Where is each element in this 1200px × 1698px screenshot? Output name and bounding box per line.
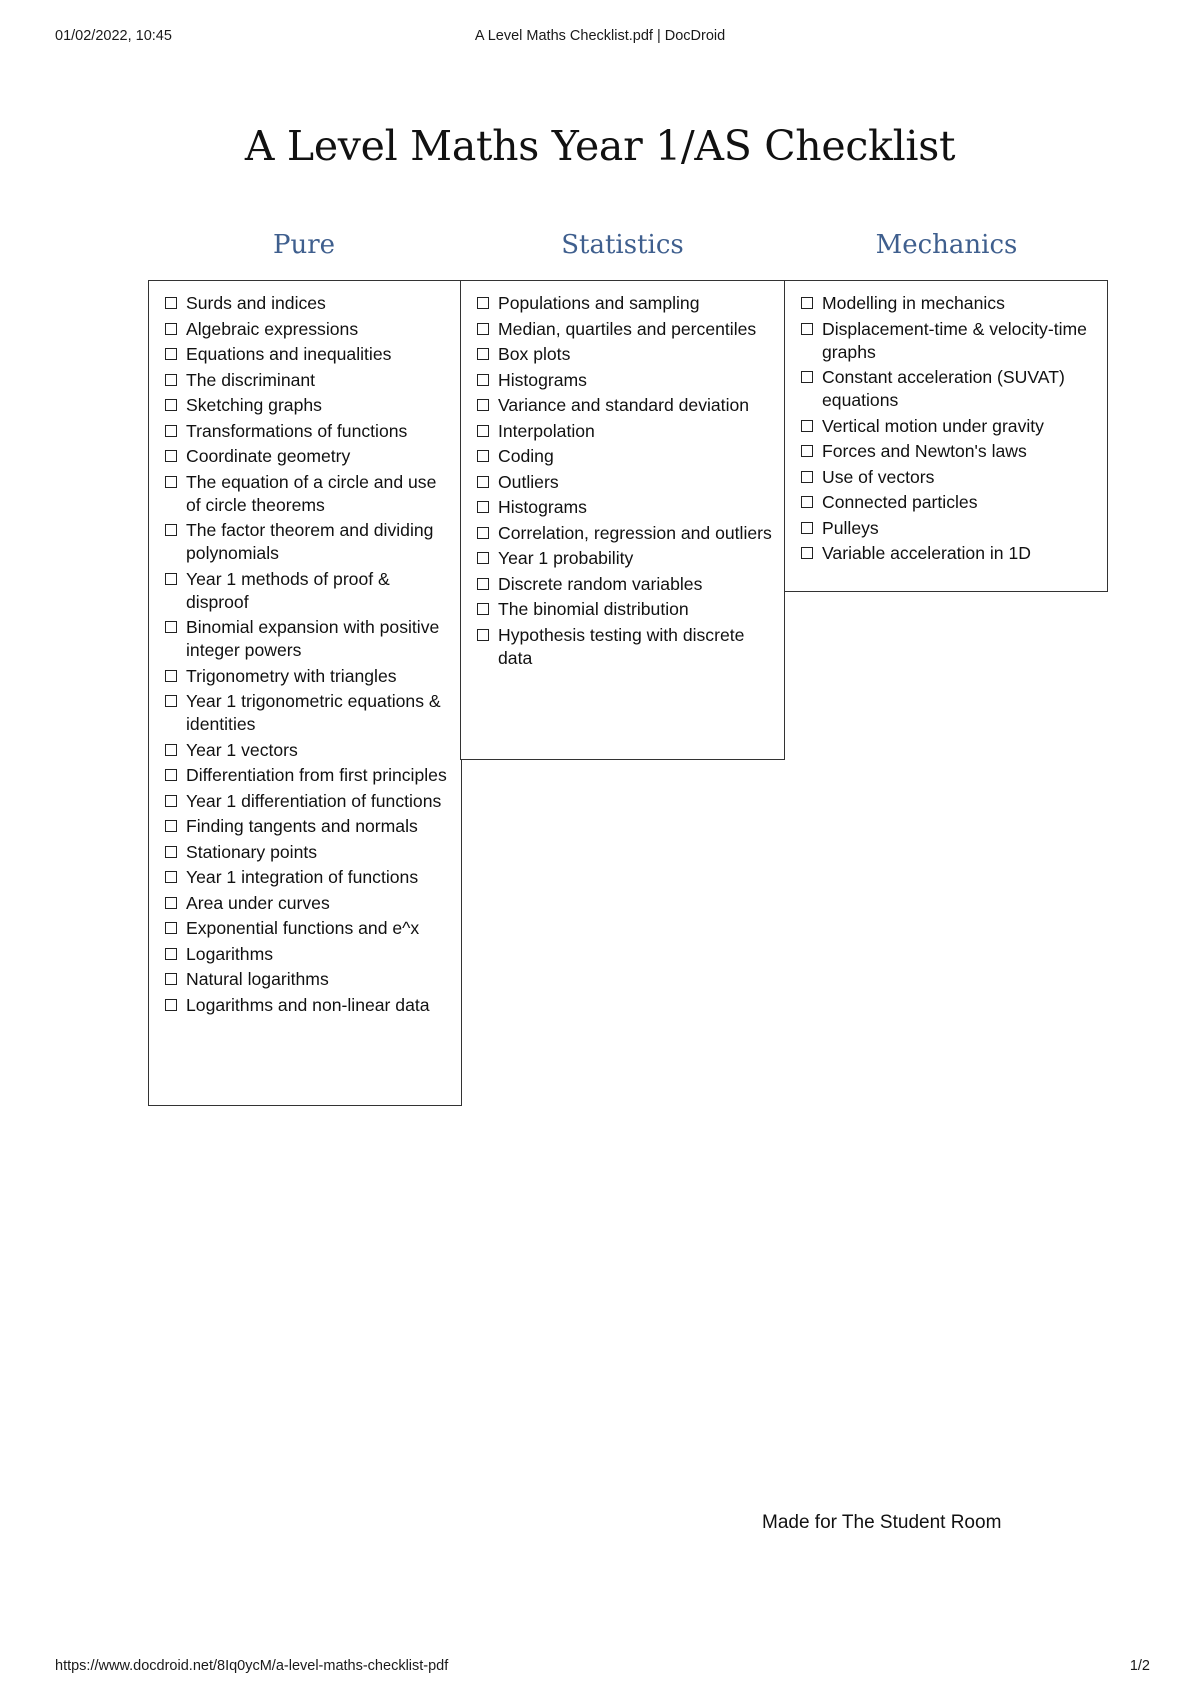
checkbox-icon[interactable] (801, 522, 813, 534)
print-url: https://www.docdroid.net/8Iq0ycM/a-level-maths-checklist-pdf (55, 1658, 449, 1674)
checkbox-icon[interactable] (477, 552, 489, 564)
checklist-item (801, 466, 1099, 489)
checklist-item (477, 318, 776, 341)
checklist-item-label: Interpolation (498, 420, 595, 441)
checkbox-icon[interactable] (477, 348, 489, 360)
statistics-heading: Statistics (561, 230, 684, 260)
checklist-item (165, 892, 453, 915)
checklist-item (801, 415, 1099, 438)
checklist-item-label: Discrete random variables (498, 573, 703, 594)
checklist-item (165, 369, 453, 392)
checklist-item-label: The binomial distribution (498, 599, 689, 619)
checkbox-icon[interactable] (165, 973, 177, 985)
checklist-item-label: Surds and indices (186, 293, 326, 313)
checklist-item (477, 292, 776, 315)
checklist-item (165, 420, 453, 443)
checkbox-icon[interactable] (165, 948, 177, 960)
checklist-item-label: Year 1 vectors (186, 739, 298, 760)
checkbox-icon[interactable] (165, 795, 177, 807)
checkbox-icon[interactable] (165, 621, 177, 633)
checklist-item-label: Coordinate geometry (186, 446, 351, 466)
checklist-item-label: Vertical motion under gravity (822, 415, 1044, 436)
checklist-item (477, 547, 776, 570)
checkbox-icon[interactable] (477, 323, 489, 335)
checklist-item (477, 471, 776, 494)
checkbox-icon[interactable] (477, 399, 489, 411)
checkbox-icon[interactable] (477, 629, 489, 641)
checklist-item-label: The equation of a circle and use of circle theorems (186, 471, 437, 515)
checklist-item (477, 394, 776, 417)
checklist-item-label: Year 1 differentiation of functions (186, 790, 442, 811)
checklist-item-label: Algebraic expressions (186, 318, 359, 339)
checklist-item-label: Coding (498, 446, 554, 466)
checklist-item-label: Displacement-time & velocity-time graphs (822, 318, 1087, 362)
checklist-item (165, 943, 453, 966)
checklist-item-label: Hypothesis testing with discrete data (498, 624, 745, 668)
pure-heading: Pure (272, 230, 336, 260)
checkbox-icon[interactable] (165, 348, 177, 360)
checklist-item (165, 568, 453, 614)
checklist-item (165, 519, 453, 565)
checklist-item (165, 292, 453, 315)
checkbox-icon[interactable] (165, 897, 177, 909)
checkbox-icon[interactable] (801, 471, 813, 483)
statistics-checklist-box (460, 280, 785, 760)
checklist-item (801, 440, 1099, 463)
checkbox-icon[interactable] (165, 695, 177, 707)
checklist-item (165, 994, 453, 1017)
checklist-item-label: Year 1 trigonometric equations & identities (186, 691, 441, 734)
checklist-item (477, 598, 776, 621)
checkbox-icon[interactable] (477, 476, 489, 488)
checklist-item (165, 471, 453, 517)
checklist-item (477, 496, 776, 519)
checklist-item-label: Differentiation from first principles (186, 765, 447, 785)
checkbox-icon[interactable] (477, 527, 489, 539)
checkbox-icon[interactable] (165, 670, 177, 682)
checklist-item (165, 815, 453, 838)
checklist-item (165, 968, 453, 991)
checkbox-icon[interactable] (165, 297, 177, 309)
checklist-item (165, 394, 453, 417)
checklist-item-label: Populations and sampling (498, 293, 700, 313)
checkbox-icon[interactable] (477, 374, 489, 386)
checkbox-icon[interactable] (165, 871, 177, 883)
checklist-item-label: Connected particles (822, 492, 978, 512)
print-page-number: 1/2 (1129, 1658, 1150, 1674)
checkbox-icon[interactable] (477, 578, 489, 590)
checklist-item (801, 366, 1099, 412)
checklist-item-label: Variable acceleration in 1D (822, 543, 1031, 563)
mechanics-checklist-box (784, 280, 1108, 592)
pure-checklist-box (148, 280, 462, 1106)
print-datetime: 01/02/2022, 10:45 (55, 28, 172, 44)
checklist-item-label: Variance and standard deviation (498, 395, 750, 415)
checklist-item (801, 318, 1099, 364)
checkbox-icon[interactable] (477, 297, 489, 309)
checklist-item-label: Equations and inequalities (186, 344, 392, 364)
checklist-item-label: Logarithms (186, 943, 274, 964)
checklist-item-label: Histograms (498, 497, 587, 517)
checklist-item (477, 445, 776, 468)
checklist-item-label: Use of vectors (822, 466, 935, 487)
checkbox-icon[interactable] (165, 744, 177, 756)
checklist-item (165, 665, 453, 688)
checklist-item (801, 542, 1099, 565)
checklist-item-label: Correlation, regression and outliers (498, 522, 772, 543)
checkbox-icon[interactable] (165, 573, 177, 585)
checkbox-icon[interactable] (165, 323, 177, 335)
checklist-item (477, 420, 776, 443)
checkbox-icon[interactable] (477, 425, 489, 437)
checklist-item-label: Constant acceleration (SUVAT) equations (822, 367, 1065, 410)
checkbox-icon[interactable] (801, 371, 813, 383)
checkbox-icon[interactable] (165, 425, 177, 437)
checklist-item (165, 841, 453, 864)
checkbox-icon[interactable] (165, 524, 177, 536)
checkbox-icon[interactable] (165, 476, 177, 488)
checklist-item-label: Forces and Newton's laws (822, 441, 1027, 461)
checkbox-icon[interactable] (477, 603, 489, 615)
checklist-item-label: Year 1 probability (498, 548, 634, 568)
checkbox-icon[interactable] (801, 547, 813, 559)
checklist-item-label: The discriminant (186, 369, 316, 390)
checkbox-icon[interactable] (477, 450, 489, 462)
checklist-item-label: Box plots (498, 344, 571, 364)
checklist-item-label: Logarithms and non-linear data (186, 994, 430, 1015)
checklist-item-label: Year 1 integration of functions (186, 867, 419, 887)
checklist-item-label: Histograms (498, 369, 587, 390)
checkbox-icon[interactable] (801, 496, 813, 508)
checklist-item-label: Outliers (498, 471, 559, 492)
checklist-item (165, 343, 453, 366)
checkbox-icon[interactable] (801, 297, 813, 309)
checklist-item-label: Stationary points (186, 841, 318, 862)
checklist-item (477, 573, 776, 596)
checklist-item (801, 517, 1099, 540)
checklist-item (801, 491, 1099, 514)
checklist-item-label: Sketching graphs (186, 395, 322, 415)
checklist-item (165, 764, 453, 787)
checklist-item-label: Transformations of functions (186, 420, 408, 441)
checklist-item (477, 624, 776, 670)
print-page-title: A Level Maths Checklist.pdf | DocDroid (474, 28, 726, 44)
checkbox-icon[interactable] (801, 323, 813, 335)
checklist-item-label: Median, quartiles and percentiles (498, 318, 757, 339)
checklist-item (165, 866, 453, 889)
made-for-credit: Made for The Student Room (762, 1512, 1002, 1533)
checklist-item (165, 917, 453, 940)
pure-checklist (165, 292, 453, 1017)
checkbox-icon[interactable] (801, 445, 813, 457)
mechanics-heading: Mechanics (875, 230, 1018, 260)
checklist-item-label: Area under curves (186, 892, 330, 913)
checkbox-icon[interactable] (165, 374, 177, 386)
checkbox-icon[interactable] (165, 450, 177, 462)
checklist-item (801, 292, 1099, 315)
checkbox-icon[interactable] (165, 769, 177, 781)
checklist-item-label: Pulleys (822, 517, 879, 538)
checkbox-icon[interactable] (165, 846, 177, 858)
checklist-item (165, 445, 453, 468)
statistics-checklist (477, 292, 776, 670)
checkbox-icon[interactable] (801, 420, 813, 432)
checkbox-icon[interactable] (165, 820, 177, 832)
checklist-item (477, 343, 776, 366)
checkbox-icon[interactable] (165, 922, 177, 934)
mechanics-checklist (801, 292, 1099, 565)
checkbox-icon[interactable] (165, 999, 177, 1011)
checklist-item (165, 739, 453, 762)
checklist-item (165, 690, 453, 736)
checklist-item-label: The factor theorem and dividing polynomials (186, 520, 434, 563)
checklist-item-label: Exponential functions and e^x (186, 918, 420, 938)
checklist-item-label: Finding tangents and normals (186, 816, 418, 836)
checkbox-icon[interactable] (165, 399, 177, 411)
checklist-item-label: Modelling in mechanics (822, 293, 1005, 313)
document-title: A Level Maths Year 1/AS Checklist (244, 122, 956, 170)
checklist-item-label: Year 1 methods of proof & disproof (186, 568, 390, 612)
checklist-item (165, 790, 453, 813)
checklist-item-label: Natural logarithms (186, 969, 329, 989)
checklist-item (165, 318, 453, 341)
checklist-item (477, 522, 776, 545)
checklist-item-label: Trigonometry with triangles (186, 665, 397, 686)
checklist-item (165, 616, 453, 662)
checklist-item-label: Binomial expansion with positive integer powers (186, 617, 440, 660)
checklist-item (477, 369, 776, 392)
checkbox-icon[interactable] (477, 501, 489, 513)
